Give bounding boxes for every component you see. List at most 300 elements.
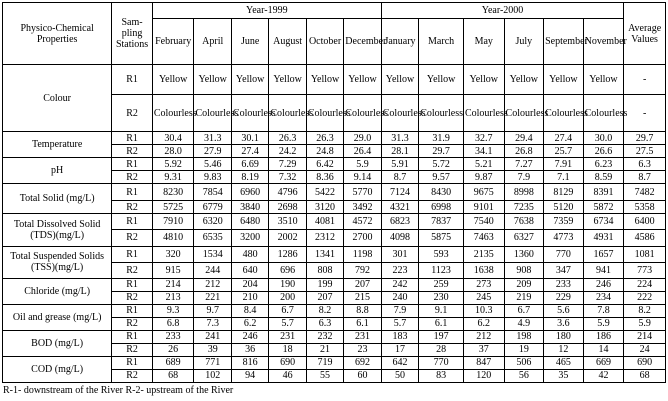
value-cell: 2002	[269, 230, 306, 246]
value-cell: Colourless	[306, 95, 343, 132]
year-1999-header: Year-1999	[152, 3, 381, 19]
station-cell: R1	[112, 214, 153, 230]
value-cell: 4572	[344, 214, 381, 230]
value-cell: Colourless	[381, 95, 418, 132]
value-cell: 5120	[544, 201, 584, 214]
value-cell: 692	[344, 356, 381, 369]
station-cell: R1	[112, 246, 153, 262]
value-cell: 5725	[152, 201, 194, 214]
value-cell: 197	[419, 330, 464, 343]
value-cell: 183	[381, 330, 418, 343]
value-cell: 240	[381, 291, 418, 304]
value-cell: 6.23	[583, 158, 624, 171]
value-cell: 6400	[624, 214, 666, 230]
value-cell: 7540	[463, 214, 504, 230]
table-body	[3, 65, 666, 383]
value-cell: 465	[544, 356, 584, 369]
value-cell: 3492	[344, 201, 381, 214]
value-cell: 199	[306, 278, 343, 291]
value-cell: 18	[269, 343, 306, 356]
value-cell: Yellow	[381, 65, 418, 95]
table-row	[3, 278, 666, 291]
value-cell: 229	[544, 291, 584, 304]
value-cell: 6734	[583, 214, 624, 230]
station-cell: R2	[112, 201, 153, 214]
value-cell: 60	[344, 369, 381, 382]
value-cell: 26.6	[583, 145, 624, 158]
value-cell: 25.7	[544, 145, 584, 158]
value-cell: 5875	[419, 230, 464, 246]
value-cell: 31.3	[194, 132, 231, 145]
value-cell: 593	[419, 246, 464, 262]
value-cell: 200	[269, 291, 306, 304]
data-table	[2, 2, 666, 383]
value-cell: 31.9	[419, 132, 464, 145]
value-cell: 68	[624, 369, 666, 382]
value-cell: 7837	[419, 214, 464, 230]
value-cell: Yellow	[306, 65, 343, 95]
value-cell: 6960	[231, 184, 268, 201]
value-cell: 12	[544, 343, 584, 356]
station-cell: R2	[112, 95, 153, 132]
value-cell: Yellow	[194, 65, 231, 95]
value-cell: Colourless	[194, 95, 231, 132]
value-cell: 5.46	[194, 158, 231, 171]
value-cell: 26.3	[306, 132, 343, 145]
value-cell: 5.92	[152, 158, 194, 171]
value-cell: 642	[381, 356, 418, 369]
value-cell: 244	[194, 262, 231, 278]
value-cell: 8391	[583, 184, 624, 201]
value-cell: 234	[583, 291, 624, 304]
value-cell: 28	[419, 343, 464, 356]
value-cell: 230	[419, 291, 464, 304]
value-cell: 808	[306, 262, 343, 278]
value-cell: 816	[231, 356, 268, 369]
value-cell: 7124	[381, 184, 418, 201]
value-cell: 8430	[419, 184, 464, 201]
station-cell: R1	[112, 356, 153, 369]
value-cell: 5.9	[624, 317, 666, 330]
value-cell: 8.8	[344, 304, 381, 317]
value-cell: 215	[344, 291, 381, 304]
value-cell: 259	[419, 278, 464, 291]
value-cell: 689	[152, 356, 194, 369]
value-cell: 7359	[544, 214, 584, 230]
value-cell: 6.1	[344, 317, 381, 330]
value-cell: 4796	[269, 184, 306, 201]
month-header: July	[504, 19, 544, 65]
station-cell: R2	[112, 317, 153, 330]
station-cell: R1	[112, 132, 153, 145]
station-cell: R2	[112, 145, 153, 158]
value-cell: 7.3	[194, 317, 231, 330]
value-cell: 7638	[504, 214, 544, 230]
value-cell: 7.1	[544, 171, 584, 184]
value-cell: 2135	[463, 246, 504, 262]
value-cell: 770	[419, 356, 464, 369]
value-cell: 27.9	[194, 145, 231, 158]
value-cell: 214	[152, 278, 194, 291]
value-cell: 14	[583, 343, 624, 356]
value-cell: 6823	[381, 214, 418, 230]
value-cell: 7910	[152, 214, 194, 230]
station-cell: R1	[112, 304, 153, 317]
value-cell: 3840	[231, 201, 268, 214]
value-cell: 30.1	[231, 132, 268, 145]
value-cell: 190	[269, 278, 306, 291]
value-cell: Yellow	[344, 65, 381, 95]
parameter-cell: pH	[3, 158, 112, 184]
value-cell: 24	[624, 343, 666, 356]
value-cell: 5.72	[419, 158, 464, 171]
parameter-cell: Colour	[3, 65, 112, 132]
value-cell: 246	[583, 278, 624, 291]
value-cell: 207	[306, 291, 343, 304]
value-cell: 29.7	[624, 132, 666, 145]
month-header: February	[152, 19, 194, 65]
station-header: Sam-pling Stations	[112, 3, 153, 65]
value-cell: 27.4	[231, 145, 268, 158]
value-cell: 1081	[624, 246, 666, 262]
value-cell: 30.4	[152, 132, 194, 145]
value-cell: 46	[269, 369, 306, 382]
table-row	[3, 184, 666, 201]
parameter-cell: BOD (mg/L)	[3, 330, 112, 356]
value-cell: 27.5	[624, 145, 666, 158]
value-cell: 6.69	[231, 158, 268, 171]
value-cell: 9.3	[152, 304, 194, 317]
value-cell: Colourless	[152, 95, 194, 132]
value-cell: 9.87	[463, 171, 504, 184]
value-cell: 2698	[269, 201, 306, 214]
value-cell: 27.4	[544, 132, 584, 145]
value-cell: 7.9	[504, 171, 544, 184]
value-cell: 6.2	[463, 317, 504, 330]
value-cell: 792	[344, 262, 381, 278]
station-cell: R1	[112, 330, 153, 343]
value-cell: 221	[194, 291, 231, 304]
value-cell: Colourless	[504, 95, 544, 132]
value-cell: 28.0	[152, 145, 194, 158]
value-cell: 5.7	[269, 317, 306, 330]
value-cell: 210	[231, 291, 268, 304]
value-cell: 9.57	[419, 171, 464, 184]
value-cell: 8129	[544, 184, 584, 201]
parameter-header: Physico-Chemical Properties	[3, 3, 112, 65]
value-cell: 198	[504, 330, 544, 343]
value-cell: 1638	[463, 262, 504, 278]
value-cell: 1286	[269, 246, 306, 262]
parameter-cell: Total Suspended Solids (TSS)(mg/L)	[3, 246, 112, 278]
value-cell: 347	[544, 262, 584, 278]
value-cell: 3.6	[544, 317, 584, 330]
value-cell: 26.3	[269, 132, 306, 145]
value-cell: 68	[152, 369, 194, 382]
value-cell: 4.9	[504, 317, 544, 330]
value-cell: Colourless	[583, 95, 624, 132]
value-cell: 8.2	[306, 304, 343, 317]
table-row	[3, 246, 666, 262]
value-cell: 7.9	[381, 304, 418, 317]
value-cell: -	[624, 65, 666, 95]
value-cell: 669	[583, 356, 624, 369]
value-cell: 506	[504, 356, 544, 369]
parameter-cell: Total Dissolved Solid (TDS)(mg/L)	[3, 214, 112, 246]
station-cell: R1	[112, 65, 153, 95]
value-cell: 5.9	[583, 317, 624, 330]
value-cell: 4081	[306, 214, 343, 230]
value-cell: 8998	[504, 184, 544, 201]
station-cell: R1	[112, 278, 153, 291]
year-2000-header: Year-2000	[381, 3, 623, 19]
value-cell: Yellow	[231, 65, 268, 95]
value-cell: 5770	[344, 184, 381, 201]
month-header: March	[419, 19, 464, 65]
parameter-cell: Oil and grease (mg/L)	[3, 304, 112, 330]
value-cell: 32.7	[463, 132, 504, 145]
value-cell: 6.7	[269, 304, 306, 317]
value-cell: 480	[231, 246, 268, 262]
month-header: September	[544, 19, 584, 65]
value-cell: 8.7	[624, 171, 666, 184]
value-cell: 771	[194, 356, 231, 369]
value-cell: 1360	[504, 246, 544, 262]
station-cell: R2	[112, 262, 153, 278]
month-header: May	[463, 19, 504, 65]
value-cell: Colourless	[269, 95, 306, 132]
table-row	[3, 132, 666, 145]
value-cell: 7463	[463, 230, 504, 246]
value-cell: 31.3	[381, 132, 418, 145]
value-cell: 26	[152, 343, 194, 356]
value-cell: 224	[624, 278, 666, 291]
value-cell: 5.21	[463, 158, 504, 171]
month-header: October	[306, 19, 343, 65]
value-cell: Yellow	[583, 65, 624, 95]
value-cell: 640	[231, 262, 268, 278]
value-cell: 204	[231, 278, 268, 291]
value-cell: 1657	[583, 246, 624, 262]
value-cell: 55	[306, 369, 343, 382]
value-cell: 5.6	[544, 304, 584, 317]
value-cell: 9.1	[419, 304, 464, 317]
station-cell: R1	[112, 158, 153, 171]
value-cell: 212	[194, 278, 231, 291]
month-header: December	[344, 19, 381, 65]
value-cell: 6.3	[306, 317, 343, 330]
value-cell: 7854	[194, 184, 231, 201]
value-cell: 21	[306, 343, 343, 356]
value-cell: 37	[463, 343, 504, 356]
month-header: April	[194, 19, 231, 65]
value-cell: 5872	[583, 201, 624, 214]
value-cell: 320	[152, 246, 194, 262]
value-cell: 9.31	[152, 171, 194, 184]
value-cell: 8.19	[231, 171, 268, 184]
value-cell: 56	[504, 369, 544, 382]
value-cell: 5.91	[381, 158, 418, 171]
parameter-cell: Total Solid (mg/L)	[3, 184, 112, 214]
value-cell: 7235	[504, 201, 544, 214]
value-cell: 273	[463, 278, 504, 291]
value-cell: Yellow	[504, 65, 544, 95]
value-cell: 4810	[152, 230, 194, 246]
value-cell: 7.32	[269, 171, 306, 184]
value-cell: 102	[194, 369, 231, 382]
value-cell: 29.4	[504, 132, 544, 145]
value-cell: Colourless	[344, 95, 381, 132]
value-cell: 719	[306, 356, 343, 369]
value-cell: 26.8	[504, 145, 544, 158]
station-cell: R1	[112, 184, 153, 201]
parameter-cell: COD (mg/L)	[3, 356, 112, 382]
value-cell: Yellow	[419, 65, 464, 95]
value-cell: 231	[269, 330, 306, 343]
value-cell: Yellow	[463, 65, 504, 95]
station-cell: R2	[112, 291, 153, 304]
value-cell: 3510	[269, 214, 306, 230]
value-cell: 219	[504, 291, 544, 304]
value-cell: 35	[544, 369, 584, 382]
value-cell: 301	[381, 246, 418, 262]
value-cell: 5.7	[381, 317, 418, 330]
value-cell: 7482	[624, 184, 666, 201]
value-cell: 23	[344, 343, 381, 356]
value-cell: 6.3	[624, 158, 666, 171]
parameter-cell: Chloride (mg/L)	[3, 278, 112, 304]
average-header: Average Values	[624, 3, 666, 65]
value-cell: 941	[583, 262, 624, 278]
value-cell: 5.9	[344, 158, 381, 171]
value-cell: 28.1	[381, 145, 418, 158]
station-cell: R2	[112, 369, 153, 382]
month-header: August	[269, 19, 306, 65]
value-cell: 2312	[306, 230, 343, 246]
value-cell: 6779	[194, 201, 231, 214]
table-row	[3, 330, 666, 343]
value-cell: 50	[381, 369, 418, 382]
station-cell: R2	[112, 343, 153, 356]
value-cell: 773	[624, 262, 666, 278]
value-cell: Yellow	[152, 65, 194, 95]
value-cell: Yellow	[544, 65, 584, 95]
value-cell: 4931	[583, 230, 624, 246]
value-cell: 847	[463, 356, 504, 369]
value-cell: 8.36	[306, 171, 343, 184]
value-cell: 9.7	[194, 304, 231, 317]
value-cell: 39	[194, 343, 231, 356]
value-cell: 231	[344, 330, 381, 343]
value-cell: 233	[544, 278, 584, 291]
value-cell: 212	[463, 330, 504, 343]
value-cell: 6327	[504, 230, 544, 246]
value-cell: 36	[231, 343, 268, 356]
value-cell: 223	[381, 262, 418, 278]
value-cell: 7.8	[583, 304, 624, 317]
value-cell: 8.2	[624, 304, 666, 317]
value-cell: 233	[152, 330, 194, 343]
value-cell: 9675	[463, 184, 504, 201]
value-cell: 770	[544, 246, 584, 262]
value-cell: 94	[231, 369, 268, 382]
value-cell: 2700	[344, 230, 381, 246]
table-row	[3, 214, 666, 230]
value-cell: 908	[504, 262, 544, 278]
value-cell: 5422	[306, 184, 343, 201]
value-cell: 30.0	[583, 132, 624, 145]
value-cell: 1198	[344, 246, 381, 262]
footnote: R-1- downstream of the River R-2- upstream of the River	[3, 385, 234, 396]
table-row	[3, 356, 666, 369]
value-cell: 241	[194, 330, 231, 343]
value-cell: 214	[624, 330, 666, 343]
value-cell: 24.2	[269, 145, 306, 158]
value-cell: 6480	[231, 214, 268, 230]
value-cell: 42	[583, 369, 624, 382]
value-cell: 232	[306, 330, 343, 343]
value-cell: 3120	[306, 201, 343, 214]
value-cell: 24.8	[306, 145, 343, 158]
value-cell: 690	[269, 356, 306, 369]
value-cell: 7.27	[504, 158, 544, 171]
value-cell: 9.83	[194, 171, 231, 184]
value-cell: 180	[544, 330, 584, 343]
value-cell: 690	[624, 356, 666, 369]
table-row	[3, 65, 666, 95]
value-cell: 4321	[381, 201, 418, 214]
table-row	[3, 304, 666, 317]
value-cell: Colourless	[231, 95, 268, 132]
month-header: June	[231, 19, 268, 65]
value-cell: Yellow	[269, 65, 306, 95]
value-cell: Colourless	[463, 95, 504, 132]
value-cell: 915	[152, 262, 194, 278]
value-cell: 5358	[624, 201, 666, 214]
value-cell: 696	[269, 262, 306, 278]
value-cell: 246	[231, 330, 268, 343]
table-row	[3, 158, 666, 171]
value-cell: 4098	[381, 230, 418, 246]
value-cell: 120	[463, 369, 504, 382]
station-cell: R2	[112, 171, 153, 184]
station-cell: R2	[112, 230, 153, 246]
value-cell: 10.3	[463, 304, 504, 317]
value-cell: 7.29	[269, 158, 306, 171]
value-cell: -	[624, 95, 666, 132]
value-cell: 6.1	[419, 317, 464, 330]
value-cell: Colourless	[419, 95, 464, 132]
value-cell: 26.4	[344, 145, 381, 158]
value-cell: 4586	[624, 230, 666, 246]
value-cell: 6.7	[504, 304, 544, 317]
value-cell: 1123	[419, 262, 464, 278]
value-cell: 9.14	[344, 171, 381, 184]
value-cell: 6.8	[152, 317, 194, 330]
value-cell: 3200	[231, 230, 268, 246]
value-cell: 6.42	[306, 158, 343, 171]
value-cell: 9101	[463, 201, 504, 214]
value-cell: 245	[463, 291, 504, 304]
value-cell: 8.59	[583, 171, 624, 184]
value-cell: 207	[344, 278, 381, 291]
value-cell: 17	[381, 343, 418, 356]
value-cell: 4773	[544, 230, 584, 246]
value-cell: 6320	[194, 214, 231, 230]
value-cell: 242	[381, 278, 418, 291]
value-cell: 7.91	[544, 158, 584, 171]
value-cell: 8230	[152, 184, 194, 201]
